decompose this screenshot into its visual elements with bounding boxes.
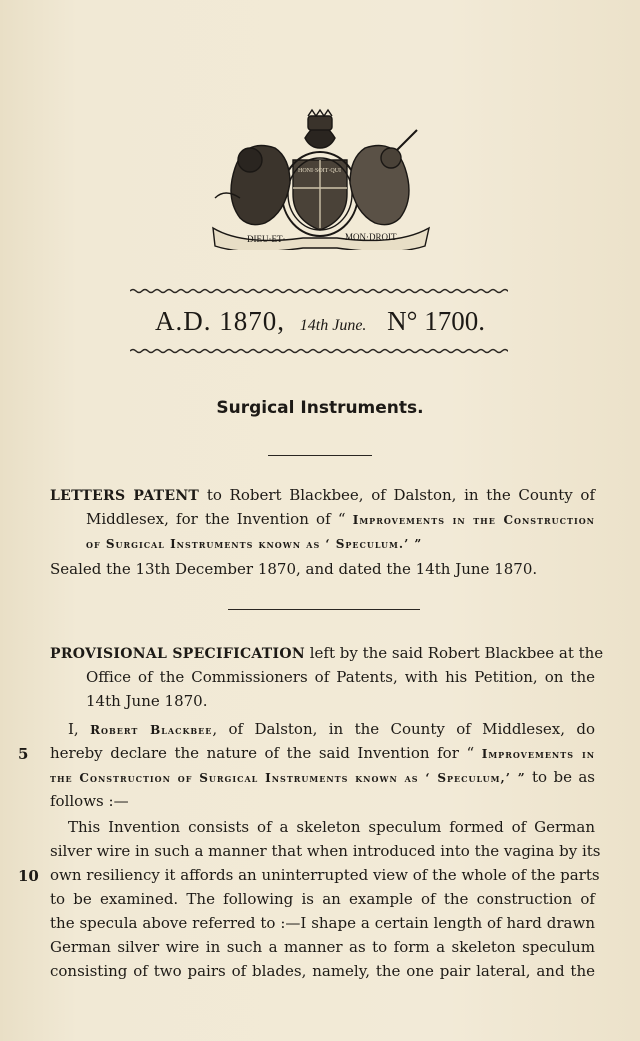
body-line-5: the specula above referred to :—I shape a certain length of hard drawn [50, 914, 595, 932]
declaration-line-3: the Construction of Surgical Instruments known as ‘ Speculum,’ ” to be as [50, 768, 595, 786]
title-rule [268, 455, 372, 456]
ornamental-rule-bottom [130, 348, 508, 354]
document-title: Surgical Instruments. [216, 398, 424, 418]
letters-patent-line-2: Middlesex, for the Invention of “ Improvements in the Construction [86, 510, 595, 528]
declaration-line-4: follows :— [50, 792, 129, 810]
body-line-6: German silver wire in such a manner as to form a skeleton speculum [50, 938, 595, 956]
body-line-2: silver wire in such a manner that when introduced into the vagina by its [50, 842, 601, 860]
patent-header [0, 306, 640, 337]
patent-number: N° 1700. [387, 306, 485, 336]
line-number-5: 5 [18, 745, 29, 763]
crest-motto-right: MON·DROIT [345, 232, 397, 242]
body-line-1: This Invention consists of a skeleton speculum formed of German [68, 818, 595, 836]
declaration-line-2: hereby declare the nature of the said Invention for “ Improvements in [50, 744, 596, 762]
crest-motto-left: DIEU·ET· [247, 234, 286, 244]
ornamental-rule-top [130, 288, 508, 294]
letters-patent-line-3: of Surgical Instruments known as ‘ Speculum.’ ” [86, 537, 423, 551]
letters-patent-line-1: LETTERS PATENT to Robert Blackbee, of Dalston, in the County of [50, 486, 595, 504]
declaration-line-1: I, Robert Blackbee, of Dalston, in the County of Middlesex, do [68, 720, 595, 738]
line-number-10: 10 [18, 867, 39, 885]
royal-coat-of-arms-icon [205, 108, 435, 250]
provisional-line-1: PROVISIONAL SPECIFICATION left by the said Robert Blackbee at the [50, 644, 604, 662]
sealed-line: Sealed the 13th December 1870, and dated the 14th June 1870. [50, 560, 538, 578]
provisional-line-2: Office of the Commissioners of Patents, with his Petition, on the [86, 668, 595, 686]
section-rule [228, 609, 420, 610]
body-line-3: own resiliency it affords an uninterrupted view of the whole of the parts [50, 866, 600, 884]
body-line-4: to be examined. The following is an example of the construction of [50, 890, 595, 908]
provisional-line-3: 14th June 1870. [86, 692, 208, 710]
patent-year: A.D. 1870, [155, 306, 286, 336]
patent-date: 14th June. [299, 317, 367, 334]
crest-garter: HONI·SOIT·QUI [298, 168, 341, 174]
body-line-7: consisting of two pairs of blades, namely, the one pair lateral, and the [50, 962, 595, 980]
